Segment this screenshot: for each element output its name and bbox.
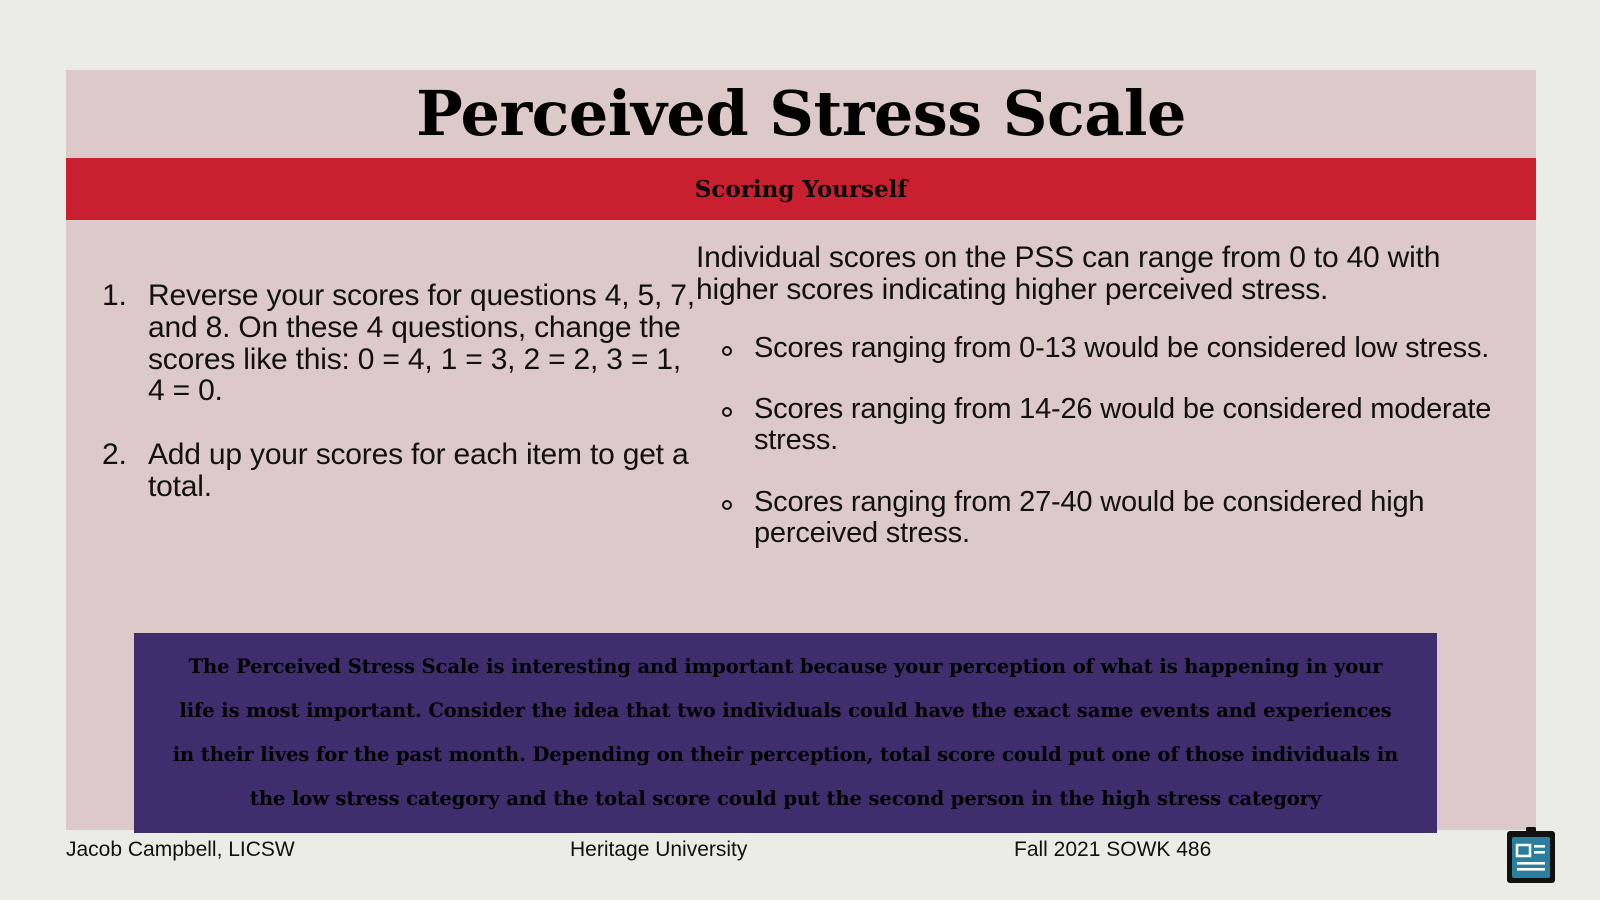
left-column	[76, 280, 696, 535]
callout-line: the low stress category and the total score could put the second person in the high stress category	[249, 786, 1322, 810]
footer-presenter: Jacob Campbell, LICSW	[66, 838, 295, 861]
footer-course: Fall 2021 SOWK 486	[1014, 838, 1212, 861]
score-category-list	[696, 333, 1526, 550]
numbered-steps-list	[76, 280, 696, 503]
list-item-text: Reverse your scores for questions 4, 5, 7, and 8. On these 4 questions, change the scores like this: 0 = 4, 1 = 3, 2 = 2, 3 = 1, 4 = 0.	[148, 279, 695, 408]
callout-line: in their lives for the past month. Depending on their perception, total score could put one of those individuals in	[172, 743, 1399, 766]
hollow-bullet-icon	[722, 346, 732, 356]
title-area	[66, 70, 1536, 158]
page-title: Perceived Stress Scale	[416, 77, 1186, 150]
clipboard-icon	[1504, 826, 1558, 886]
list-item-text: Scores ranging from 14-26 would be considered moderate stress.	[754, 393, 1492, 457]
list-item	[696, 487, 1526, 550]
list-item-text: Add up your scores for each item to get a total.	[148, 438, 689, 503]
hollow-bullet-icon	[722, 500, 732, 510]
page-subtitle: Scoring Yourself	[694, 175, 908, 203]
list-item-text: Scores ranging from 0-13 would be considered low stress.	[754, 331, 1490, 364]
right-column	[696, 242, 1526, 579]
list-item	[696, 394, 1526, 457]
subtitle-bar	[66, 158, 1536, 220]
list-item-text: Scores ranging from 27-40 would be considered high perceived stress.	[754, 485, 1425, 550]
score-range-lead-text: Individual scores on the PSS can range from 0 to 40 with higher scores indicating higher perceived stress.	[696, 241, 1441, 307]
callout-line: The Perceived Stress Scale is interesting and important because your perception of what is happening in your	[188, 655, 1383, 679]
hollow-bullet-icon	[722, 407, 732, 417]
callout-box	[134, 633, 1437, 833]
list-item-marker: 2.	[102, 438, 127, 472]
list-item	[76, 439, 696, 503]
list-item	[696, 333, 1526, 364]
callout-line: life is most important. Consider the idea that two individuals could have the exact same events and experiences	[179, 699, 1392, 723]
list-item-marker: 1.	[102, 279, 127, 312]
slide-footer	[0, 838, 1600, 878]
list-item	[76, 280, 696, 407]
footer-institution: Heritage University	[570, 838, 748, 861]
